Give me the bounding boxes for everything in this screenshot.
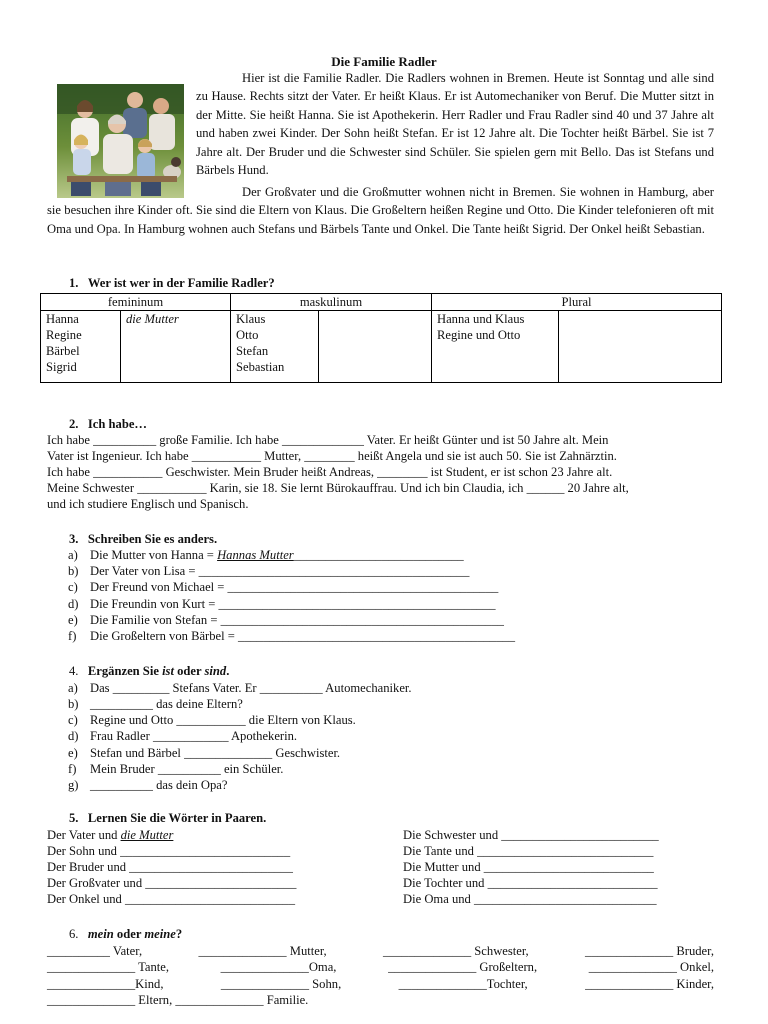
header-plural: Plural <box>432 294 722 311</box>
heading-text: ? <box>175 927 183 941</box>
plural-name: Regine und Otto <box>437 328 521 342</box>
ex6-row <box>47 993 714 1008</box>
item-letter: c) <box>68 713 78 727</box>
ex2-line: Meine Schwester ___________ Karin, sie 18. Sie lernt Bürokauffrau. Und ich bin Claudia, ich ______ 20 Jahre alt, <box>47 481 629 495</box>
pair-line: Die Mutter und ___________________________ <box>403 860 654 874</box>
example-answer: die Mutter <box>120 828 174 842</box>
fem-name: Bärbel <box>46 344 80 358</box>
blank-word: ______________Kind, <box>47 977 164 991</box>
ex2-line: und ich studiere Englisch und Spanisch. <box>47 497 249 511</box>
item-text: Stefan und Bärbel ______________ Geschwister. <box>90 746 341 760</box>
answer-blank: ___________________________ <box>293 548 464 562</box>
ex3-heading: 3. Schreiben Sie es anders. <box>69 532 218 546</box>
item-text: Mein Bruder __________ ein Schüler. <box>90 762 284 776</box>
pair-line: Die Oma und _____________________________ <box>403 892 657 906</box>
example-answer: Hannas Mutter <box>217 548 294 562</box>
blank-word: ______________ Onkel, <box>588 960 714 974</box>
item-letter: b) <box>68 564 79 578</box>
heading-text: Ergänzen Sie <box>87 664 163 678</box>
item-letter: e) <box>68 746 78 760</box>
blank-word: ______________ Mutter, <box>198 944 327 958</box>
ex6-heading <box>69 927 736 942</box>
item-text: Das _________ Stefans Vater. Er __________ Automechaniker. <box>90 681 412 695</box>
plural-names-cell <box>432 311 559 383</box>
mask-name: Sebastian <box>236 360 285 374</box>
ex1-heading: 1. Wer ist wer in der Familie Radler? <box>69 276 275 290</box>
blank-word: ______________ Kinder, <box>585 977 714 991</box>
heading-number: 4. <box>69 664 88 678</box>
heading-number: 6. <box>69 927 88 941</box>
plural-name: Hanna und Klaus <box>437 312 525 326</box>
ex4-heading <box>69 664 736 679</box>
intro-paragraph-2 <box>47 183 714 238</box>
pair-line: Die Tante und ____________________________ <box>403 844 654 858</box>
heading-text: . <box>226 664 230 678</box>
heading-text: oder <box>173 664 205 678</box>
fem-example-cell: die Mutter <box>121 311 231 383</box>
item-text: __________ das dein Opa? <box>90 778 228 792</box>
item-text: Der Vater von Lisa = ___________________________________________ <box>90 564 470 578</box>
mask-name: Klaus <box>236 312 266 326</box>
ex6-row <box>47 977 714 992</box>
item-letter: b) <box>68 697 79 711</box>
fem-name: Sigrid <box>46 360 77 374</box>
heading-word-meine: meine <box>144 927 176 941</box>
heading-word-sind: sind <box>204 664 227 678</box>
pair-line <box>47 828 387 843</box>
item-text: __________ das deine Eltern? <box>90 697 243 711</box>
item-letter: d) <box>68 729 79 743</box>
mask-name: Stefan <box>236 344 269 358</box>
item-text: Die Freundin von Kurt = ____________________________________________ <box>90 597 496 611</box>
item-text: Der Freund von Michael = ___________________________________________ <box>90 580 499 594</box>
ex6-row <box>47 944 714 959</box>
header-femininum: femininum <box>41 294 231 311</box>
blank-word: ______________ Eltern, <box>47 993 173 1007</box>
ex2-line: Ich habe ___________ Geschwister. Mein Bruder heißt Andreas, ________ ist Student, er ist schon 23 Jahre alt. <box>47 465 613 479</box>
item-text: Die Mutter von Hanna = <box>90 548 218 562</box>
heading-word-ist: ist <box>162 664 174 678</box>
family-table <box>40 293 722 383</box>
intro-text-2: Der Großvater und die Großmutter wohnen nicht in Bremen. Sie wohnen in Hamburg, aber sie besuchen ihre Kinder oft. Sie sind die Eltern von Klaus. Die Großeltern heißen Regine und Otto. Die Kinder telefonieren oft mit Oma und Opa. In Hamburg wohnen auch Stefans und Bärbels Tante und Onkel. Die Tante heißt Sigrid. Der Onkel heißt Sebastian. <box>47 185 714 236</box>
fem-name: Hanna <box>46 312 79 326</box>
page-title: Die Familie Radler <box>331 54 437 69</box>
heading-word-mein: mein <box>87 927 114 941</box>
item-letter: c) <box>68 580 78 594</box>
blank-word: ______________ Bruder, <box>585 944 714 958</box>
pair-line: Die Tochter und ___________________________ <box>403 876 658 890</box>
intro-paragraph-1 <box>196 69 714 179</box>
blank-word: ______________ Sohn, <box>220 977 342 991</box>
blank-word: ______________ Familie. <box>175 993 309 1007</box>
item-letter: e) <box>68 613 78 627</box>
family-photo <box>57 84 184 198</box>
blank-word: ______________Oma, <box>220 960 337 974</box>
pair-line: Die Schwester und _________________________ <box>403 828 659 842</box>
ex2-heading: 2. Ich habe… <box>69 417 148 431</box>
pair-line: Der Großvater und ________________________ <box>47 876 297 890</box>
pair-line: Der Bruder und __________________________ <box>47 860 293 874</box>
blank-word: ______________ Großeltern, <box>388 960 538 974</box>
fem-names-cell <box>41 311 121 383</box>
plural-answer-cell <box>559 311 722 383</box>
item-text: Regine und Otto ___________ die Eltern von Klaus. <box>90 713 356 727</box>
mask-answer-cell <box>319 311 432 383</box>
mask-names-cell <box>231 311 319 383</box>
pair-line: Der Sohn und ___________________________ <box>47 844 291 858</box>
item-text: Die Großeltern von Bärbel = ____________________________________________ <box>90 629 516 643</box>
item-letter: a) <box>68 548 78 562</box>
item-letter: f) <box>68 629 77 643</box>
item-text: Frau Radler ____________ Apothekerin. <box>90 729 298 743</box>
ex2-line: Ich habe __________ große Familie. Ich habe _____________ Vater. Er heißt Günter und ist 50 Jahre alt. Mein <box>47 433 609 447</box>
fem-name: Regine <box>46 328 82 342</box>
ex5-heading: 5. Lernen Sie die Wörter in Paaren. <box>69 811 267 825</box>
header-maskulinum: maskulinum <box>231 294 432 311</box>
item-letter: d) <box>68 597 79 611</box>
ex2-line: Vater ist Ingenieur. Ich habe ___________ Mutter, ________ heißt Angela und sie ist auch 50. Sie ist Zahnärztin. <box>47 449 617 463</box>
item-text: Die Familie von Stefan = _____________________________________________ <box>90 613 504 627</box>
heading-text: oder <box>113 927 145 941</box>
ex6-row <box>47 960 714 975</box>
mask-name: Otto <box>236 328 259 342</box>
pair-line: Der Onkel und ___________________________ <box>47 892 296 906</box>
blank-word: ______________ Tante, <box>47 960 170 974</box>
blank-word: ______________ Schwester, <box>383 944 529 958</box>
blank-word: __________ Vater, <box>47 944 143 958</box>
pair-text: Der Vater und <box>47 828 121 842</box>
item-letter: a) <box>68 681 78 695</box>
item-letter: f) <box>68 762 77 776</box>
intro-text-1: Hier ist die Familie Radler. Die Radlers wohnen in Bremen. Heute ist Sonntag und alle sind zu Hause. Rechts sitzt der Vater. Er heißt Klaus. Er ist Automechaniker von Beruf. Die Mutter sitzt in der Mitte. Sie heißt Hanna. Sie ist Apothekerin. Herr Radler und Frau Radler sind 40 und 37 Jahre alt und haben zwei Kinder. Der Sohn heißt Stefan. Er ist 12 Jahre alt. Die Tochter heißt Bärbel. Sie ist 7 Jahre alt. Der Bruder und die Schwester sind Schüler. Sie spielen gern mit Bello. Das ist Stefans und Bärbels Hund. <box>196 71 714 178</box>
item-letter: g) <box>68 778 79 792</box>
blank-word: ______________Tochter, <box>398 977 528 991</box>
